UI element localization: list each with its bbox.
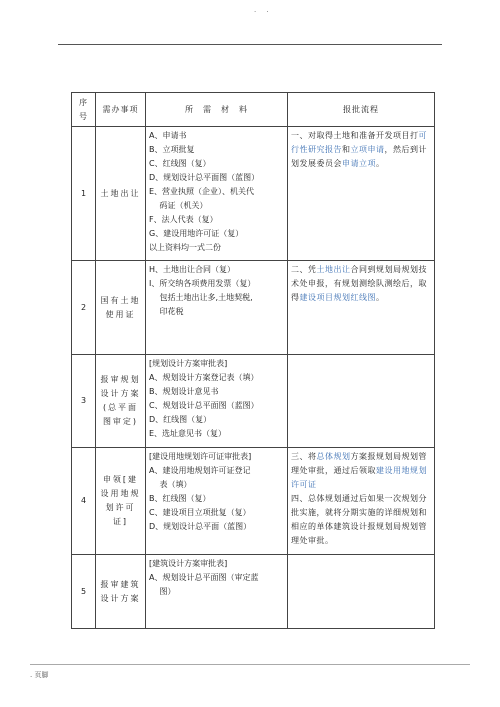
process-text: 方案报规划局规划管理处审批，通过后领取 (291, 452, 427, 475)
material-line: D、规划设计总平面（蓝图） (149, 522, 252, 531)
table-row (72, 355, 435, 448)
material-line: C、规划设计总平面图（蓝图） (149, 401, 259, 410)
row-seq: 1 (72, 127, 96, 261)
process-text: 四、总体规划通过后如果一次规划分批实施，就将分期实施的详细规划和相应的单体建筑设计报规划局规划管理处审批。 (291, 494, 427, 545)
row-materials (146, 127, 288, 261)
col-header-item: 需办事项 (96, 93, 146, 127)
col-header-process: 报批流程 (288, 93, 435, 127)
row-item: 报审规划设计方案(总平面图审定) (96, 355, 146, 448)
material-line: A、规划设计方案登记表（填） (149, 373, 259, 382)
process-text: 一、对取得土地和准备开发项目打 (291, 131, 419, 140)
footer-text: . 页脚 (30, 671, 49, 679)
table-row (72, 448, 435, 555)
material-line: G、建设用地许可证（复） (149, 229, 244, 238)
process-link-text[interactable]: 土地出让 (316, 265, 351, 274)
process-link-text[interactable]: 建设用地规划许可证 (291, 466, 427, 489)
row-materials (146, 355, 288, 448)
material-line: F、法人代表（复） (149, 215, 218, 224)
material-line: 图） (149, 587, 176, 596)
process-text: 合同到规划局规划技术处申报，有规划测绘队测绘后，取得 (291, 265, 427, 302)
material-line: A、规划设计总平面图（审定蓝 (149, 573, 259, 582)
row-materials (146, 448, 288, 555)
material-line: B、规划设计意见书 (149, 387, 219, 396)
material-line: [建设用地规划许可证审批表] (149, 452, 252, 461)
row-seq: 5 (72, 555, 96, 629)
process-text: 三、将 (291, 452, 317, 461)
material-line: 以上资料均一式二份 (149, 243, 221, 252)
table-header-row (72, 93, 435, 127)
row-process (288, 355, 435, 448)
row-process (288, 261, 435, 355)
material-line: I、所交纳各项费用发票（复） (149, 279, 256, 288)
col-header-materials: 所 需 材 料 (146, 93, 288, 127)
process-text: 。 (376, 159, 385, 168)
material-line: E、选址意见书（复） (149, 429, 227, 438)
approval-table (71, 92, 435, 629)
row-seq: 4 (72, 448, 96, 555)
process-link-text[interactable]: 建设项目规划红线图 (299, 293, 376, 302)
material-line: C、建设项目立项批复（复） (149, 508, 251, 517)
row-item: 申领[建设用地规划许可证] (96, 448, 146, 555)
row-item: 国有土地使用证 (96, 261, 146, 355)
material-line: 表（填） (149, 480, 192, 489)
material-line: D、红线图（复） (149, 415, 212, 424)
material-line: A、申请书 (149, 131, 187, 140)
material-line: D、规划设计总平面图（蓝图） (149, 173, 260, 182)
process-link-text[interactable]: 可行性研究报告 (291, 131, 427, 154)
material-line: 印花税 (149, 307, 184, 316)
footer-rule (30, 664, 470, 665)
material-line: B、立项批复 (149, 145, 195, 154)
process-text: 和 (342, 145, 351, 154)
row-seq: 2 (72, 261, 96, 355)
row-process (288, 448, 435, 555)
material-line: A、建设用地规划许可证登记 (149, 466, 251, 475)
table-row (72, 555, 435, 629)
material-line: E、营业执照（企业）、机关代 (149, 187, 255, 196)
header-rule (58, 44, 442, 45)
table-row (72, 127, 435, 261)
row-materials (146, 261, 288, 355)
row-materials (146, 555, 288, 629)
row-process (288, 555, 435, 629)
process-link-text[interactable]: 立项申请 (350, 145, 385, 154)
table-row (72, 261, 435, 355)
header-dots: . . (254, 6, 273, 14)
row-item: 土地出让 (96, 127, 146, 261)
col-header-seq: 序号 (72, 93, 96, 127)
row-process (288, 127, 435, 261)
material-line: 码证（机关） (149, 201, 208, 210)
material-line: C、红线图（复） (149, 159, 211, 168)
material-line: 包括土地出让多,土地契税, (149, 293, 253, 302)
row-seq: 3 (72, 355, 96, 448)
process-text: 二、凭 (291, 265, 317, 274)
process-text: ，然后到计划发展委员会 (291, 145, 427, 168)
row-item: 报审建筑设计方案 (96, 555, 146, 629)
process-text: 。 (376, 293, 385, 302)
material-line: H、土地出让合同（复） (149, 265, 236, 274)
material-line: B、红线图（复） (149, 494, 211, 503)
material-line: [规划设计方案审批表] (149, 359, 228, 368)
material-line: [建筑设计方案审批表] (149, 559, 228, 568)
process-link-text[interactable]: 申请立项 (342, 159, 376, 168)
process-link-text[interactable]: 总体规划 (316, 452, 351, 461)
